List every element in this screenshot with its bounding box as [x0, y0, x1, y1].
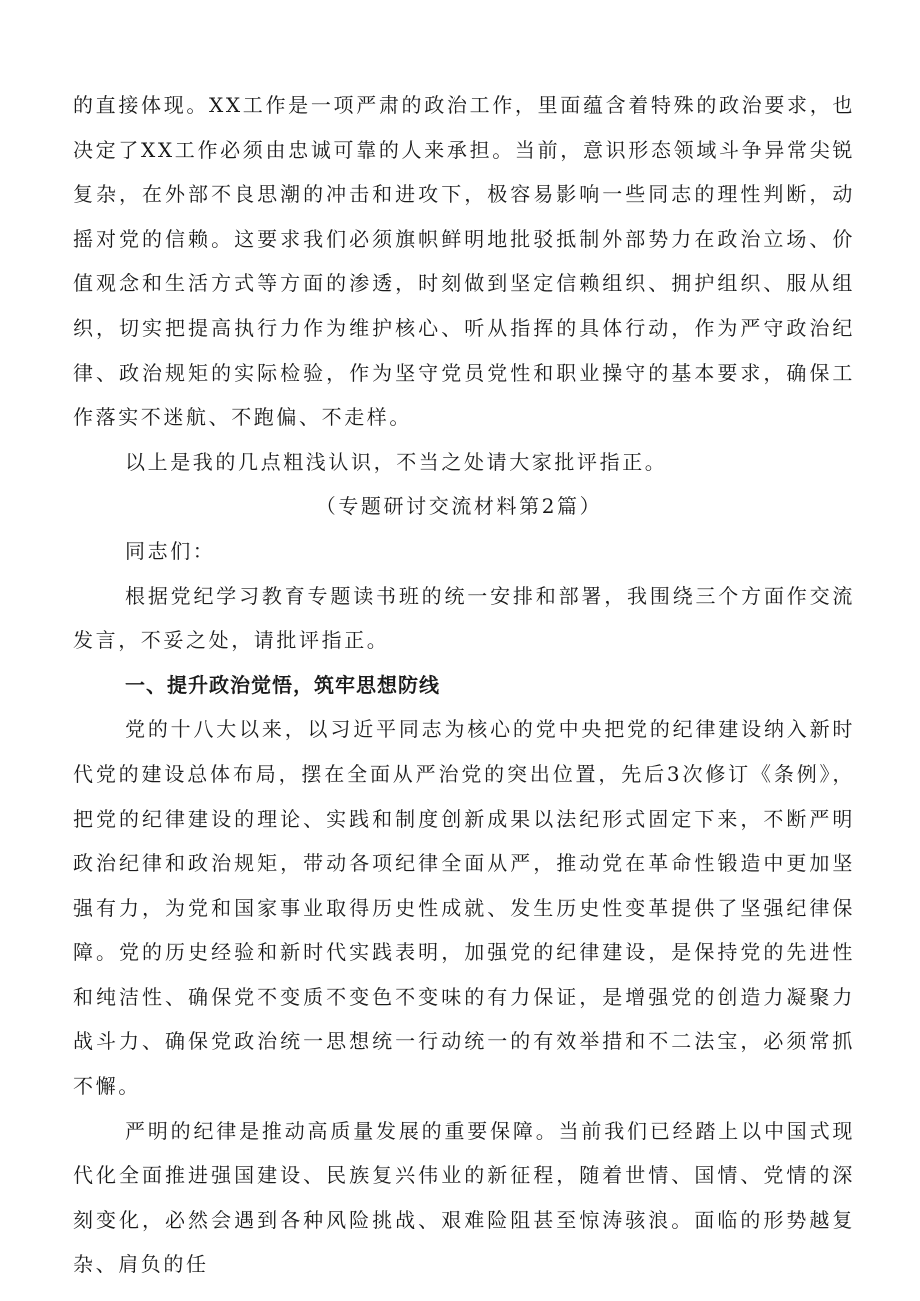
paragraph-body-2: 严明的纪律是推动高质量发展的重要保障。当前我们已经踏上以中国式现代化全面推进强国建设、民族复兴伟业的新征程，随着世情、国情、党情的深刻变化，必然会遇到各种风险挑战、艰难险阻甚至惊涛骇浪。面临的形势越复杂、肩负的任	[73, 1118, 855, 1277]
document-body	[73, 83, 855, 1287]
section-subtitle: （专题研讨交流材料第2篇）	[315, 494, 603, 519]
salutation: 同志们：	[125, 538, 216, 563]
paragraph-intro: 根据党纪学习教育专题读书班的统一安排和部署，我围绕三个方面作交流发言，不妥之处，请批评指正。	[73, 583, 855, 653]
paragraph-body-1: 党的十八大以来，以习近平同志为核心的党中央把党的纪律建设纳入新时代党的建设总体布局，摆在全面从严治党的突出位置，先后3次修订《条例》，把党的纪律建设的理论、实践和制度创新成果以法纪形式固定下来，不断严明政治纪律和政治规矩，带动各项纪律全面从严，推动党在革命性锻造中更加坚强有力，为党和国家事业取得历史性成就、发生历史性变革提供了坚强纪律保障。党的历史经验和新时代实践表明，加强党的纪律建设，是保持党的先进性和纯洁性、确保党不变质不变色不变味的有力保证，是增强党的创造力凝聚力战斗力、确保党政治统一思想统一行动统一的有效举措和不二法宝，必须常抓不懈。	[73, 717, 855, 1099]
section-heading-1: 一、提升政治觉悟，筑牢思想防线	[125, 672, 440, 697]
paragraph-closing-remark: 以上是我的几点粗浅认识，不当之处请大家批评指正。	[125, 449, 668, 474]
paragraph-continued: 的直接体现。XX工作是一项严肃的政治工作，里面蕴含着特殊的政治要求，也决定了XX工作必须由忠诚可靠的人来承担。当前，意识形态领域斗争异常尖锐复杂，在外部不良思潮的冲击和进攻下，极容易影响一些同志的理性判断，动摇对党的信赖。这要求我们必须旗帜鲜明地批驳抵制外部势力在政治立场、价值观念和生活方式等方面的渗透，时刻做到坚定信赖组织、拥护组织、服从组织，切实把提高执行力作为维护核心、听从指挥的具体行动，作为严守政治纪律、政治规矩的实际检验，作为坚守党员党性和职业操守的基本要求，确保工作落实不迷航、不跑偏、不走样。	[73, 93, 855, 430]
